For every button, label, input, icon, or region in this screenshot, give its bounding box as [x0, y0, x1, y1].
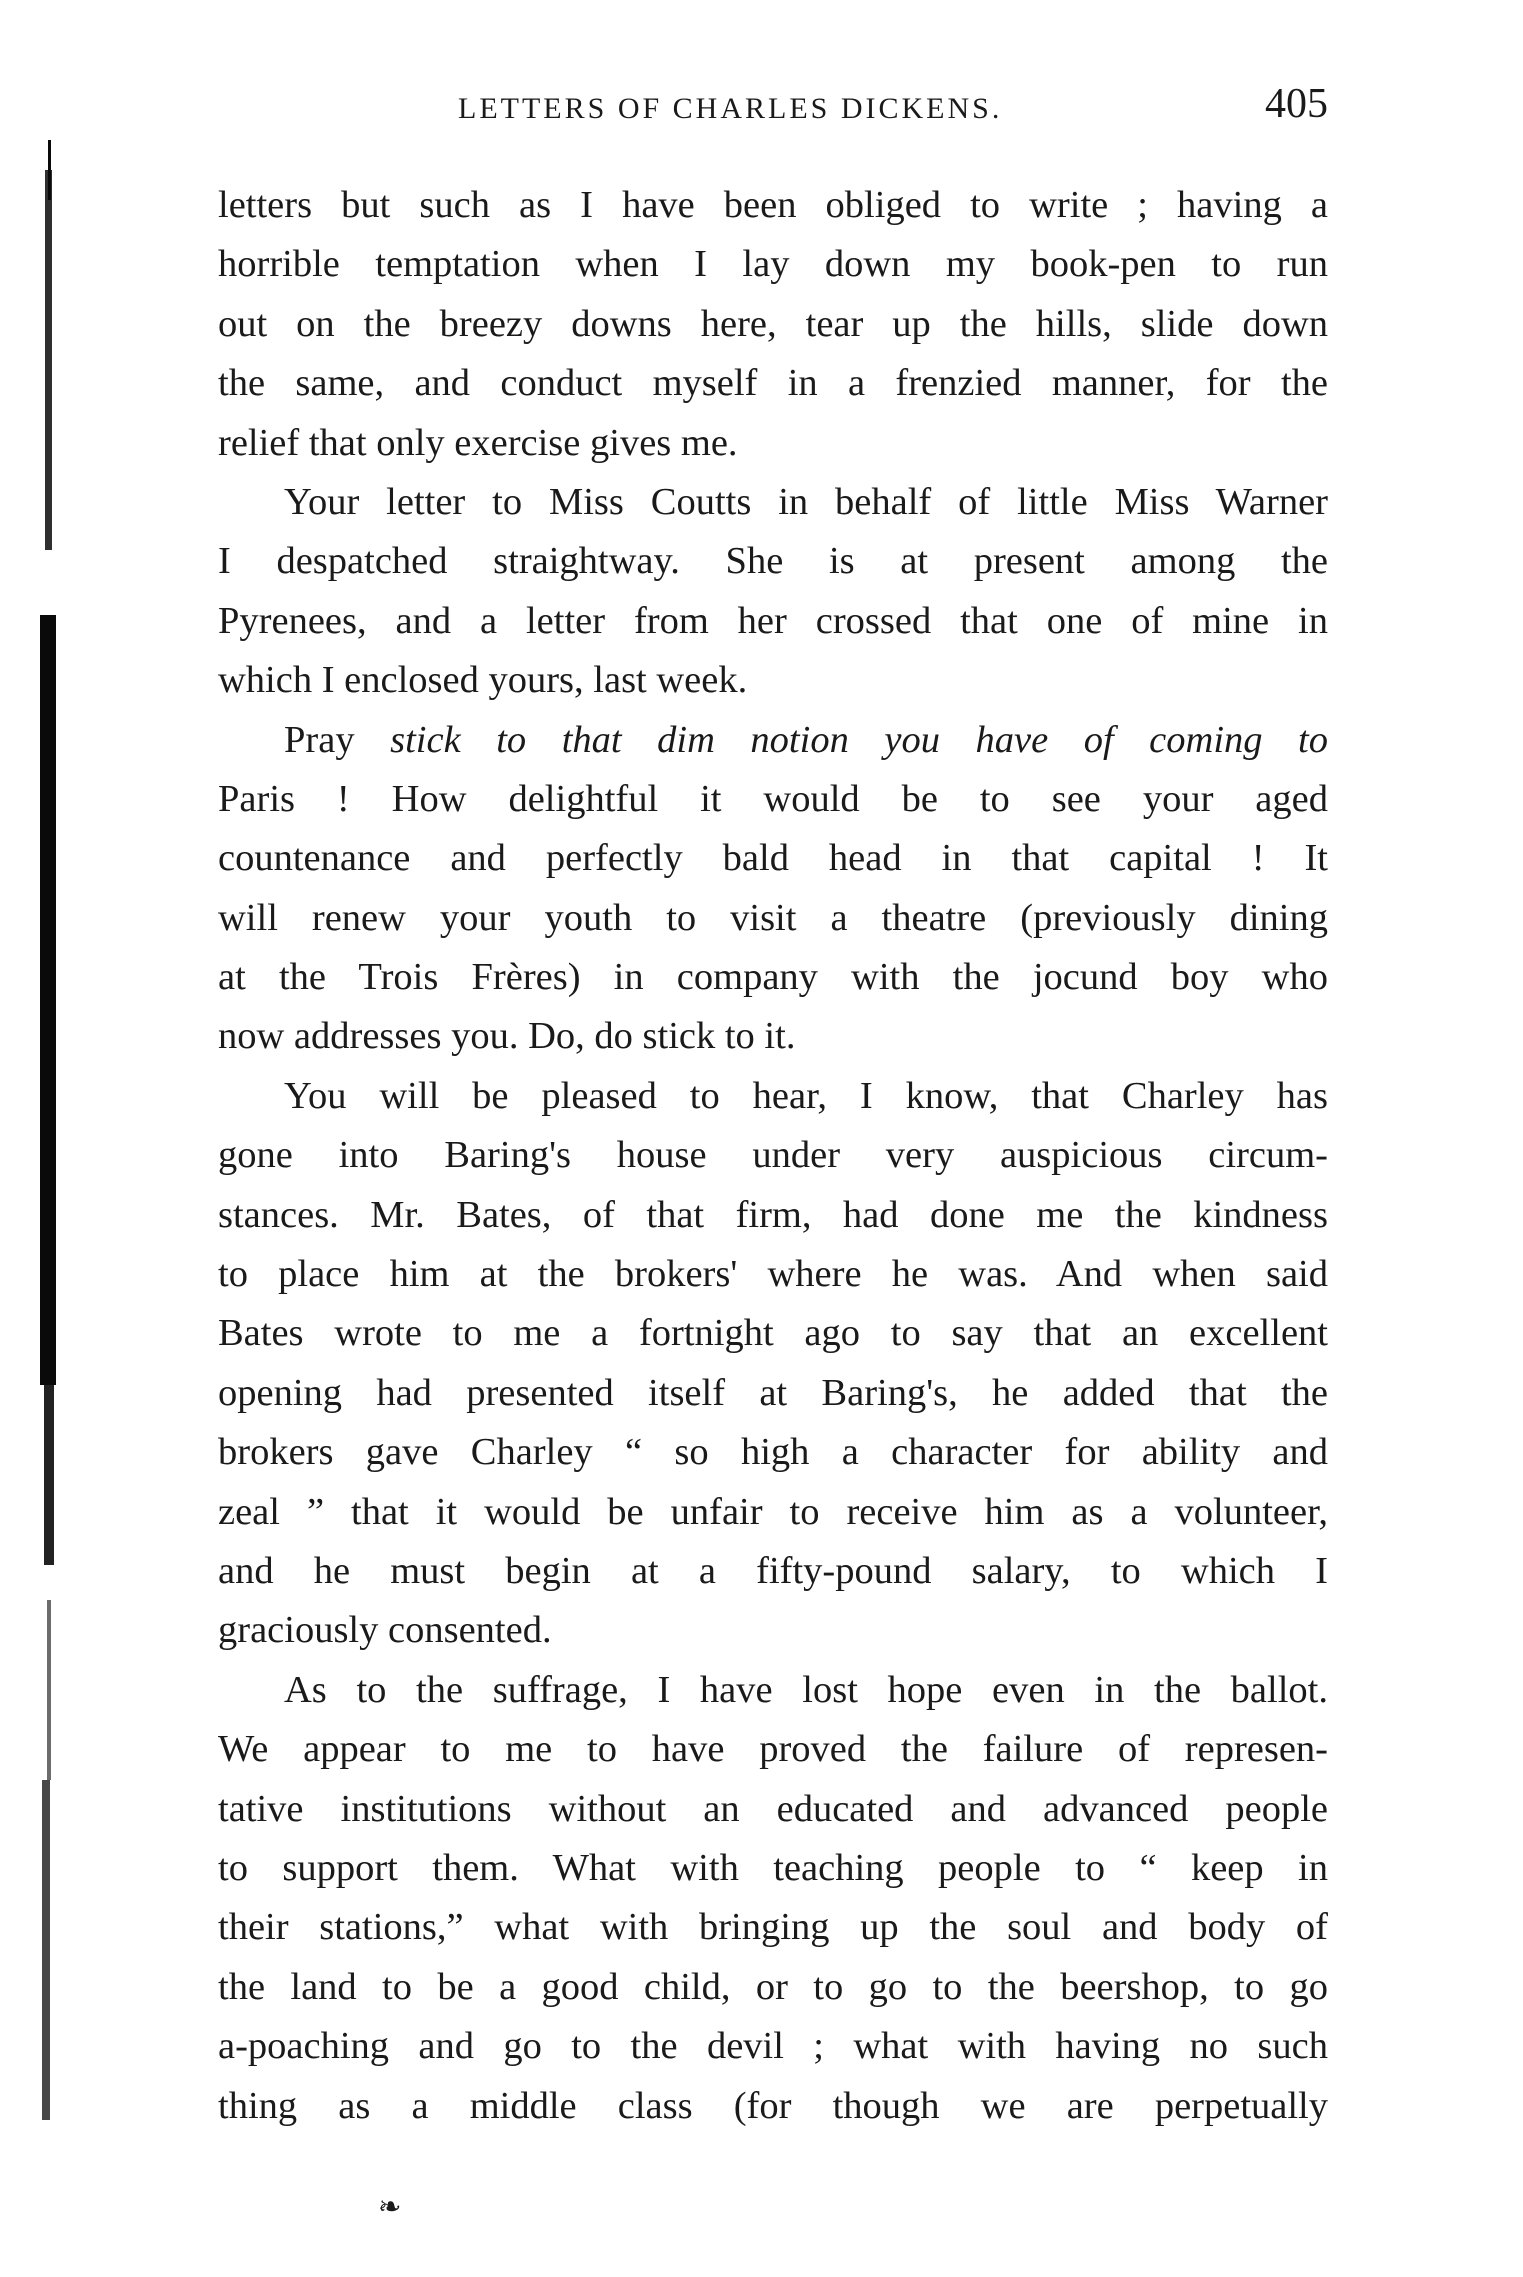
binding-shadow	[40, 615, 56, 1385]
page-number: 405	[1265, 81, 1328, 127]
text-line: will renew your youth to visit a theatre (previously dining	[218, 896, 1328, 939]
text-line: Pray stick to that dim notion you have of coming to	[284, 718, 1329, 761]
text-line: their stations,” what with bringing up the soul and body of	[218, 1906, 1328, 1949]
text-line: the same, and conduct myself in a frenzied manner, for the	[218, 362, 1328, 405]
text-line: stances. Mr. Bates, of that firm, had done me the kindness	[218, 1193, 1328, 1236]
binding-shadow	[47, 1600, 51, 1780]
text-line: You will be pleased to hear, I know, that Charley has	[284, 1074, 1328, 1117]
text-line: to support them. What with teaching people to “ keep in	[218, 1846, 1328, 1889]
text-line: now addresses you. Do, do stick to it.	[218, 1015, 796, 1058]
text-line: brokers gave Charley “ so high a character for ability and	[218, 1431, 1328, 1474]
text-line: opening had presented itself at Baring's, he added that the	[218, 1371, 1328, 1414]
binding-shadow	[48, 140, 51, 200]
text-line: thing as a middle class (for though we are perpetually	[218, 2084, 1328, 2127]
text-line: and he must begin at a fifty-pound salary, to which I	[218, 1549, 1328, 1592]
text-line: graciously consented.	[218, 1609, 552, 1652]
binding-shadow	[44, 1385, 54, 1565]
text-line: As to the suffrage, I have lost hope even in the ballot.	[284, 1668, 1328, 1711]
text-line: Paris ! How delightful it would be to see your aged	[218, 777, 1328, 820]
text-line: zeal ” that it would be unfair to receive him as a volunteer,	[218, 1490, 1328, 1533]
text-line: We appear to me to have proved the failure of represen-	[218, 1728, 1328, 1771]
text-line: Bates wrote to me a fortnight ago to say that an excellent	[218, 1312, 1328, 1355]
text-line: out on the breezy downs here, tear up the hills, slide down	[218, 302, 1328, 345]
text-line: Pyrenees, and a letter from her crossed that one of mine in	[218, 599, 1328, 642]
text-line: relief that only exercise gives me.	[218, 421, 738, 464]
text-line: gone into Baring's house under very auspicious circum-	[218, 1134, 1328, 1177]
text-line: at the Trois Frères) in company with the jocund boy who	[218, 956, 1328, 999]
body-text	[218, 176, 1328, 2136]
text-line: horrible temptation when I lay down my book-pen to run	[218, 243, 1328, 286]
signature-mark: ❧	[378, 2192, 402, 2223]
text-line: the land to be a good child, or to go to the beershop, to go	[218, 1965, 1328, 2008]
text-line: to place him at the brokers' where he was. And when said	[218, 1253, 1328, 1296]
italic-phrase: stick to that dim notion you have of coming to	[390, 718, 1329, 761]
text-line: Your letter to Miss Coutts in behalf of little Miss Warner	[284, 480, 1328, 523]
text-line: a-poaching and go to the devil ; what with having no such	[218, 2025, 1328, 2068]
binding-shadow	[45, 170, 52, 550]
text-line: which I enclosed yours, last week.	[218, 659, 748, 702]
text-line: countenance and perfectly bald head in that capital ! It	[218, 837, 1328, 880]
text-line: letters but such as I have been obliged to write ; having a	[218, 184, 1328, 226]
text-line: tative institutions without an educated and advanced people	[218, 1787, 1328, 1830]
running-head	[218, 80, 1328, 140]
running-title: LETTERS OF CHARLES DICKENS.	[458, 92, 1003, 125]
text-line: I despatched straightway. She is at present among the	[218, 540, 1328, 583]
binding-shadow	[42, 1780, 50, 2120]
